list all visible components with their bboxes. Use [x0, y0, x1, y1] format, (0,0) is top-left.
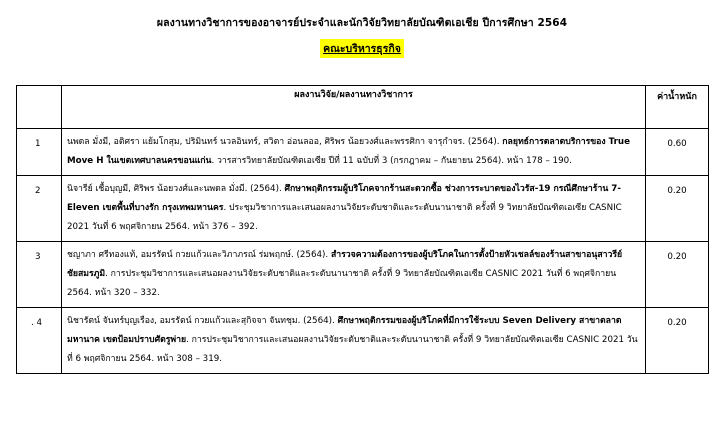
reference-title: สำรวจความต้องการของผู้บริโภคในการตั้งป้ายหัวเชลล์ของร้านสาขาอนุสาวรีย์ชัยสมรภูมิ: [67, 250, 623, 279]
reference-source: . วารสารวิทยาลัยบัณฑิตเอเซีย ปีที่ 11 ฉบับที่ 3 (กรกฎาคม – กันยายน 2564). หน้า 178 – 190.: [211, 156, 572, 166]
table-header-row: [17, 86, 709, 129]
faculty-name: คณะบริหารธุรกิจ: [320, 39, 404, 58]
reference-source: . ประชุมวิชาการและเสนอผลงานวิจัยระดับชาติและระดับนานาชาติ ครั้งที่ 9 วิทยาลัยบัณฑิตเอเซีย CASNIC 2021 วันที่ 6 พฤศจิกายน 2564. หน้า 376 – 392.: [67, 203, 622, 232]
row-number: 3: [17, 242, 62, 308]
page-title: ผลงานทางวิชาการของอาจารย์ประจำและนักวิจัยวิทยาลัยบัณฑิตเอเชีย ปีการศึกษา 2564: [156, 17, 568, 29]
table-row: [17, 129, 709, 176]
reference-cell: [62, 176, 646, 242]
reference-cell: [62, 242, 646, 308]
weight-column-header: ค่าน้ำหนัก: [646, 86, 709, 129]
reference-title: กลยุทธ์การตลาดบริการของ True Move H ในเขตเทศบาลนครขอนแก่น: [67, 137, 630, 166]
reference-authors: นิชารัตน์ จันทร์บุญเรือง, อมรรัตน์ กวยแก้วและสุกิจจา จันทชุม. (2564).: [67, 316, 338, 326]
reference-authors: นิจารีย์ เชื้อบุญมี, ศิริพร น้อยวงศ์และนพดล มั่งมี. (2564).: [67, 184, 285, 194]
row-number: 1: [17, 129, 62, 176]
reference-source: . การประชุมวิชาการและเสนอผลงานวิจัยระดับชาติและระดับนานาชาติ ครั้งที่ 9 วิทยาลัยบัณฑิตเอเซีย CASNIC 2021 วันที่ 6 พฤศจิกายน 2564. หน้า 320 – 332.: [67, 269, 617, 298]
weight-value: 0.20: [646, 242, 709, 308]
reference-cell: [62, 308, 646, 374]
row-number: 2: [17, 176, 62, 242]
title-column-header: ผลงานวิจัย/ผลงานทางวิชาการ: [62, 86, 646, 129]
reference-authors: นพดล มั่งมี, อติศรา แย้มโกสุม, ปริมินทร์ นวลอินทร์, สวิตา อ่อนลออ, ศิริพร น้อยวงศ์และพรรศิกา จารุกำจร. (2564).: [67, 137, 503, 147]
weight-value: 0.60: [646, 129, 709, 176]
reference-source: . การประชุมวิชาการและเสนอผลงานวิจัยระดับชาติและระดับนานาชาติ ครั้งที่ 9 วิทยาลัยบัณฑิตเอเซีย CASNIC 2021 วันที่ 6 พฤศจิกายน 2564. หน้า 308 – 319.: [67, 335, 638, 364]
reference-cell: [62, 129, 646, 176]
works-table: [16, 85, 709, 374]
row-number: . 4: [17, 308, 62, 374]
reference-title: ศึกษาพฤติกรรมผู้บริโภคจากร้านสะดวกซื้อ ช่วงการระบาดของไวรัส-19 กรณีศึกษาร้าน 7-Eleven เขตพื้นที่บางรัก กรุงเทพมหานคร: [67, 184, 621, 213]
weight-value: 0.20: [646, 308, 709, 374]
table-row: [17, 176, 709, 242]
table-row: [17, 242, 709, 308]
weight-value: 0.20: [646, 176, 709, 242]
table-row: [17, 308, 709, 374]
reference-authors: ชญาภา ศรีทองแท้, อมรรัตน์ กวยแก้วและวิภาภรณ์ ร่มพฤกษ์. (2564).: [67, 250, 331, 260]
number-column-header: [17, 86, 62, 129]
reference-title: ศึกษาพฤติกรรมของผู้บริโภคที่มีการใช้ระบบ Seven Delivery สาขาตลาดมหานาค เขตป้อมปราบศัตรูพ่าย: [67, 316, 622, 345]
